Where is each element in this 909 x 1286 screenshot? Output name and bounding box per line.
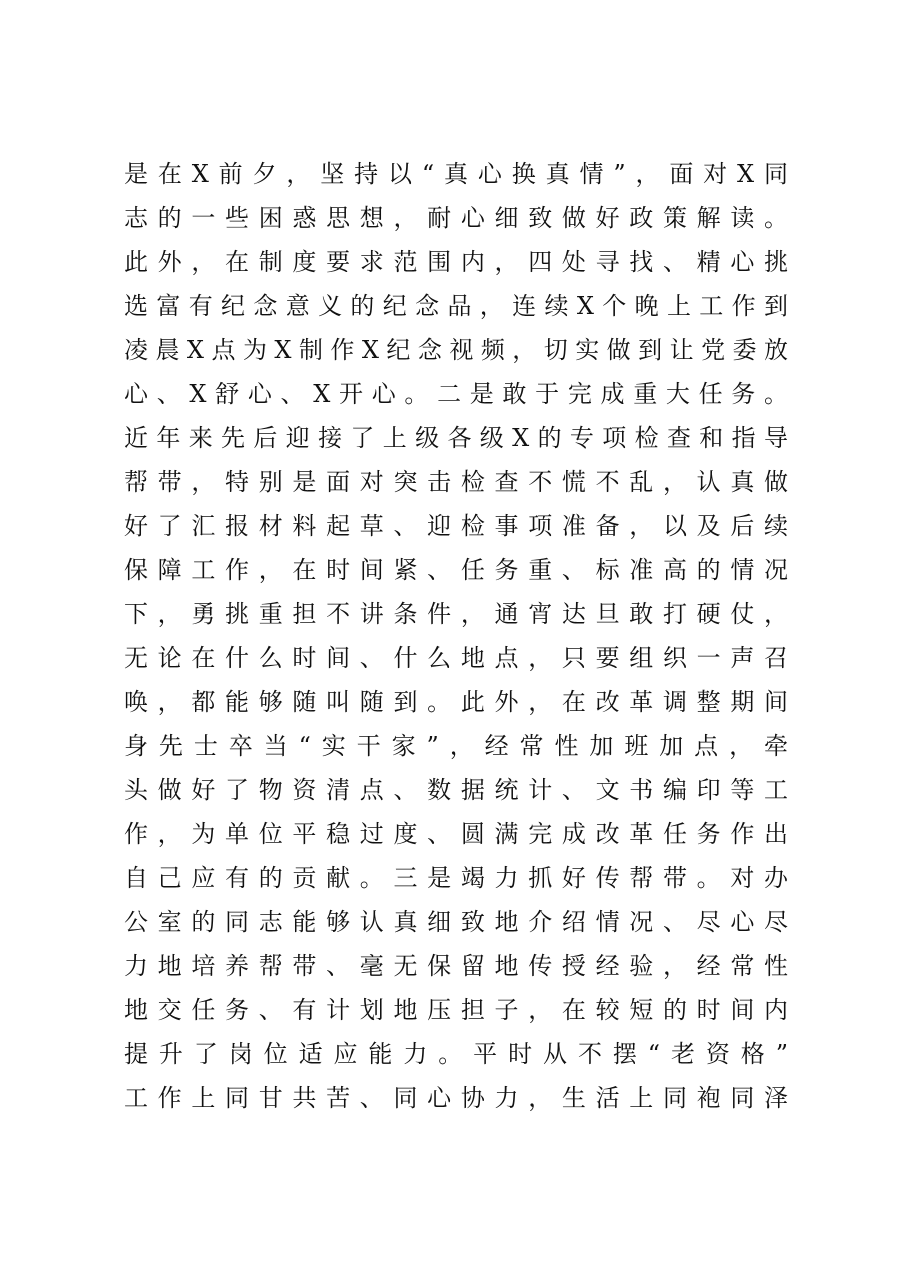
text-line: 力地培养帮带、毫无保留地传授经验，经常性 (124, 952, 788, 980)
text-line: 公室的同志能够认真细致地介绍情况、尽心尽 (124, 908, 788, 936)
text-line: 是在X前夕，坚持以“真心换真情”，面对X同 (124, 160, 788, 188)
text-line: 选富有纪念意义的纪念品，连续X个晚上工作到 (124, 292, 788, 320)
body-paragraph (124, 152, 788, 1120)
text-line: 帮带，特别是面对突击检查不慌不乱，认真做 (124, 468, 788, 496)
text-line: 身先士卒当“实干家”，经常性加班加点，牵 (124, 732, 788, 760)
text-line: 无论在什么时间、什么地点，只要组织一声召 (124, 644, 788, 672)
text-line: 自己应有的贡献。三是竭力抓好传帮带。对办 (124, 864, 788, 892)
text-line: 地交任务、有计划地压担子，在较短的时间内 (124, 996, 788, 1024)
text-line: 保障工作，在时间紧、任务重、标准高的情况 (124, 556, 788, 584)
text-line: 工作上同甘共苦、同心协力，生活上同袍同泽 (124, 1084, 788, 1112)
text-line: 此外，在制度要求范围内，四处寻找、精心挑 (124, 248, 788, 276)
text-line: 唤，都能够随叫随到。此外，在改革调整期间 (124, 688, 788, 716)
text-line: 头做好了物资清点、数据统计、文书编印等工 (124, 776, 788, 804)
text-line: 好了汇报材料起草、迎检事项准备，以及后续 (124, 512, 788, 540)
text-line: 作，为单位平稳过度、圆满完成改革任务作出 (124, 820, 788, 848)
text-line: 下，勇挑重担不讲条件，通宵达旦敢打硬仗， (124, 600, 788, 628)
text-line: 提升了岗位适应能力。平时从不摆“老资格” (124, 1040, 788, 1068)
text-line: 凌晨X点为X制作X纪念视频，切实做到让党委放 (124, 336, 788, 364)
text-line: 近年来先后迎接了上级各级X的专项检查和指导 (124, 424, 788, 452)
text-line: 志的一些困惑思想，耐心细致做好政策解读。 (124, 204, 788, 232)
text-line: 心、X舒心、X开心。二是敢于完成重大任务。 (124, 380, 788, 408)
